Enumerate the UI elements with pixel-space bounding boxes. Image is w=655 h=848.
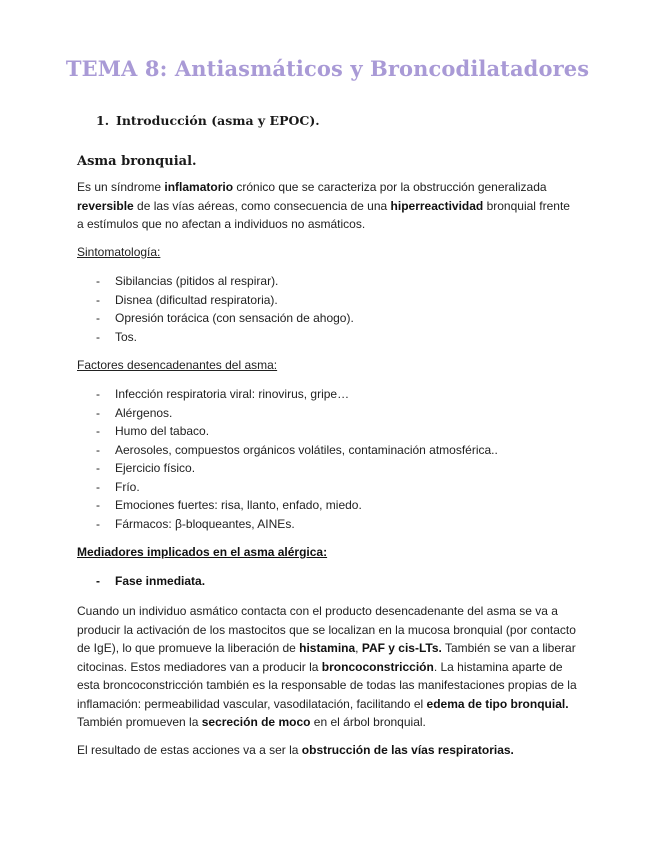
dash-bullet: -	[96, 498, 100, 512]
result-paragraph	[77, 741, 577, 760]
text-run: . La histamina aparte de esta broncoconstricción también es la responsable de todas las manifestaciones propias de la inflamación: permeabilidad vascular, vasodilatación, facilitando el	[77, 659, 577, 711]
bold-text: PAF y cis-LTs.	[361, 641, 442, 655]
mediators-heading: Mediadores implicados en el asma alérgica:	[77, 545, 328, 559]
text-run: de las vías aéreas, como consecuencia de una	[133, 198, 391, 213]
section-number: 1.	[96, 113, 110, 128]
page-title: TEMA 8: Antiasmáticos y Broncodilatadores	[65, 56, 590, 81]
text-run: Cuando un individuo asmático contacta con el producto desencadenante del asma se va a producir la activación de los mastocitos que se localizan en la mucosa bronquial (por contacto de IgE), lo que promueve la liberación de	[77, 604, 576, 655]
symptoms-list	[77, 272, 354, 346]
text-run: También se van a liberar citocinas. Estos mediadores van a producir la	[77, 641, 576, 674]
dash-bullet: -	[96, 311, 100, 325]
list-item-text: Frío.	[115, 479, 140, 494]
dash-bullet: -	[96, 461, 100, 475]
bold-text: hiperreactividad	[390, 198, 484, 213]
dash-bullet: -	[96, 405, 100, 420]
dash-bullet: -	[96, 292, 100, 307]
text-run: Es un síndrome	[77, 180, 165, 194]
list-item-text: Tos.	[115, 329, 138, 344]
list-item	[77, 385, 498, 404]
list-item	[77, 291, 354, 310]
text-run: El resultado de estas acciones va a ser la	[77, 743, 302, 757]
list-item-text: Alérgenos.	[115, 405, 173, 420]
triggers-list	[77, 385, 498, 533]
bold-text: secreción de moco	[201, 715, 311, 729]
text-run: bronquial frente a estímulos que no afectan a individuos no asmáticos.	[77, 198, 570, 231]
list-item	[77, 309, 354, 328]
dash-bullet: -	[96, 442, 100, 457]
text-run: en el árbol bronquial.	[310, 715, 426, 729]
phase-label: Fase inmediata.	[115, 574, 206, 588]
list-item-text: Opresión torácica (con sensación de ahogo).	[115, 311, 354, 325]
list-item	[77, 272, 354, 291]
list-item-text: Disnea (dificultad respiratoria).	[115, 292, 278, 307]
phase-bullet: -	[96, 574, 100, 588]
dash-bullet: -	[96, 516, 100, 531]
text-run: ,	[355, 641, 362, 655]
symptoms-heading: Sintomatología:	[77, 245, 161, 259]
section-heading	[96, 113, 320, 128]
list-item	[77, 422, 498, 441]
text-run: También promueven la	[77, 715, 202, 729]
dash-bullet: -	[96, 274, 100, 288]
bold-text: reversible	[77, 198, 134, 213]
dash-bullet: -	[96, 424, 100, 438]
intro-paragraph	[77, 178, 577, 234]
subheading-asma: Asma bronquial.	[77, 154, 197, 169]
list-item-text: Sibilancias (pitidos al respirar).	[115, 274, 279, 288]
bold-text: broncoconstricción	[321, 659, 434, 674]
phase-paragraph	[77, 602, 577, 732]
dash-bullet: -	[96, 329, 100, 344]
bold-text: inflamatorio	[164, 180, 234, 194]
list-item-text: Fármacos: β-bloqueantes, AINEs.	[115, 516, 295, 531]
dash-bullet: -	[96, 479, 100, 494]
bold-text: histamina	[299, 641, 356, 655]
triggers-heading: Factores desencadenantes del asma:	[77, 358, 278, 372]
section-label: Introducción (asma y EPOC).	[116, 113, 320, 128]
text-run: crónico que se caracteriza por la obstrucción generalizada	[233, 180, 547, 194]
list-item	[77, 328, 354, 347]
list-item	[77, 441, 498, 460]
bold-text: edema de tipo bronquial.	[426, 696, 569, 711]
list-item	[77, 459, 498, 478]
dash-bullet: -	[96, 387, 100, 401]
list-item	[77, 496, 498, 515]
list-item-text: Infección respiratoria viral: rinovirus, gripe…	[115, 387, 350, 401]
list-item	[77, 404, 498, 423]
list-item	[77, 478, 498, 497]
list-item-text: Emociones fuertes: risa, llanto, enfado, miedo.	[115, 498, 362, 512]
list-item	[77, 515, 498, 534]
list-item-text: Aerosoles, compuestos orgánicos volátiles, contaminación atmosférica..	[115, 442, 498, 457]
bold-text: obstrucción de las vías respiratorias.	[301, 743, 514, 757]
list-item-text: Ejercicio físico.	[115, 461, 196, 475]
list-item-text: Humo del tabaco.	[115, 424, 210, 438]
